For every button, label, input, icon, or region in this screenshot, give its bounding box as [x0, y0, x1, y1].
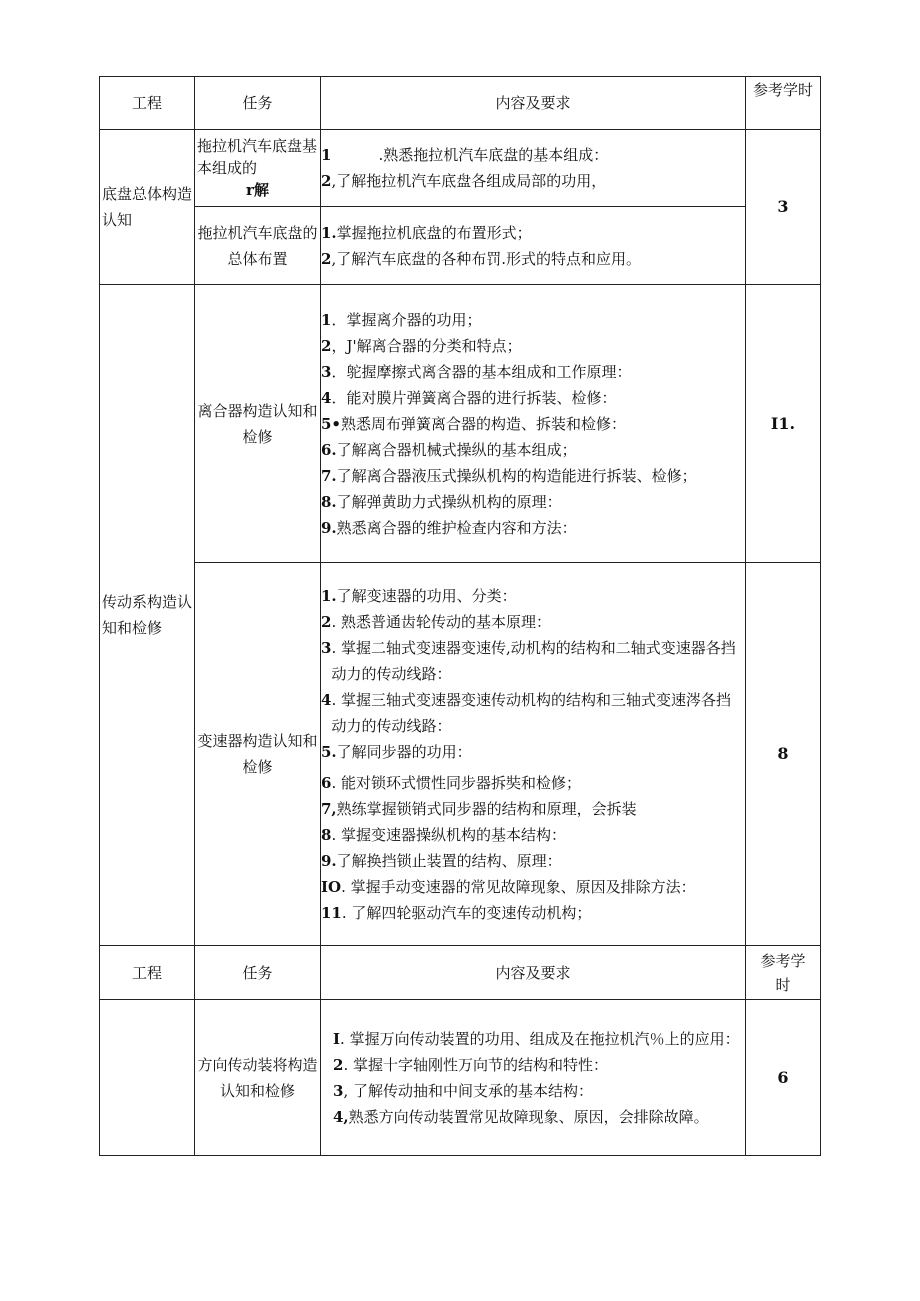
list-item — [333, 1052, 745, 1078]
item-text: . 掌握三轴式变速器变速传动机构的结构和三轴式变速涔各挡动力的传动线路： — [331, 690, 731, 735]
item-num: 6. — [321, 440, 337, 459]
list-item — [321, 687, 745, 739]
list-item — [321, 848, 745, 874]
item-num: 5. — [321, 742, 337, 761]
item-text: , 了解传动抽和中间支承的基本结构： — [343, 1081, 593, 1100]
item-text: 了解离合器机械式操纵的基本组成； — [336, 440, 577, 459]
list-item — [321, 220, 745, 246]
item-num: 4 — [321, 388, 332, 407]
item-text: ,了解汽车底盘的各种布罚.形式的特点和应用。 — [331, 249, 641, 268]
project-cell — [100, 1000, 195, 1156]
list-item — [333, 1078, 745, 1104]
header-row — [100, 77, 821, 130]
table-row — [100, 563, 821, 946]
item-num: 2 — [321, 336, 332, 355]
list-item — [321, 635, 745, 687]
item-text: 了解同步器的功用： — [336, 742, 472, 761]
list-item — [321, 796, 745, 822]
content-cell — [321, 1000, 746, 1156]
header-hours: 参考学时 — [746, 77, 821, 130]
list-item — [321, 307, 745, 333]
item-num: 3 — [321, 362, 332, 381]
item-num: 2 — [321, 249, 332, 268]
list-item — [321, 463, 745, 489]
hours-cell: 8 — [746, 563, 821, 946]
content-cell — [321, 563, 746, 946]
item-text: .熟悉拖拉机汽车底盘的基本组成： — [378, 146, 609, 164]
item-text: 熟悉周布弹簧离合器的构造、拆装和检修： — [341, 414, 627, 433]
task-cell — [195, 130, 321, 207]
item-text: 了解离合器液压式操纵机构的构造能进行拆装、检修； — [336, 466, 697, 485]
task-cell: 变速器构造认知和检修 — [195, 563, 321, 946]
item-num: 8. — [321, 492, 337, 511]
list-item — [321, 583, 745, 609]
item-text: ，J'解离合器的分类和特点； — [331, 336, 522, 355]
list-item — [321, 385, 745, 411]
list-item — [321, 900, 745, 926]
list-item — [321, 142, 745, 168]
project-cell: 传动系构造认知和检修 — [100, 285, 195, 946]
hours-cell: I1. — [746, 285, 821, 563]
item-num: 5• — [321, 414, 342, 433]
item-text: . 掌握万向传动装置的功用、组成及在拖拉机汽％上的应用： — [340, 1029, 740, 1048]
list-item — [321, 515, 745, 541]
list-item — [321, 739, 745, 765]
item-num: 1. — [321, 223, 337, 242]
item-text: 了解变速器的功用、分类： — [336, 586, 517, 605]
item-num: 6 — [321, 773, 332, 792]
task-cell: 离合器构造认知和检修 — [195, 285, 321, 563]
project-cell: 底盘总体构造认知 — [100, 130, 195, 285]
item-text: . 能对锁环式惯性同步器拆奘和检修； — [331, 773, 581, 792]
item-text: 掌握拖拉机底盘的布置形式； — [336, 223, 532, 242]
item-text: 了解换挡锁止装置的结构、原理： — [336, 851, 562, 870]
list-item — [333, 1104, 745, 1130]
list-item — [321, 874, 745, 900]
item-num: 7. — [321, 466, 337, 485]
content-cell — [321, 207, 746, 285]
item-num: 8 — [321, 825, 332, 844]
item-num: 2 — [321, 172, 332, 190]
table-row — [100, 207, 821, 285]
item-num: 3 — [333, 1081, 344, 1100]
item-num: 4 — [321, 690, 332, 709]
list-item — [321, 411, 745, 437]
item-text: . 掌握变速器操纵机构的基本结构： — [331, 825, 566, 844]
curriculum-table — [99, 76, 821, 1156]
item-text: 熟练掌握锁销式同步器的结构和原理，会拆装 — [336, 799, 637, 818]
item-num: I — [333, 1029, 341, 1048]
list-item — [321, 359, 745, 385]
item-num: 1 — [321, 146, 379, 164]
item-text: ．能对膜片弹簧离合器的进行拆装、检修： — [331, 388, 617, 407]
item-text: . 掌握手动变速器的常见故障现象、原因及排除方法： — [341, 877, 696, 896]
item-num: 3 — [321, 638, 332, 657]
item-num: 7, — [321, 799, 337, 818]
header-project: 工程 — [100, 77, 195, 130]
content-cell — [321, 285, 746, 563]
item-text: ．鸵握摩擦式离含器的基本组成和工作原理： — [331, 362, 632, 381]
table-row — [100, 285, 821, 563]
list-item — [333, 1026, 745, 1052]
item-text: 熟悉离合器的维护检查内容和方法： — [336, 518, 577, 537]
item-text: . 掌握十字轴刚性万向节的结构和特性： — [343, 1055, 608, 1074]
list-item — [321, 246, 745, 272]
item-text: ,了解拖拉机汽车底盘各组成局部的功用， — [331, 172, 607, 190]
header-content: 内容及要求 — [321, 946, 746, 1000]
item-text: . 掌握二轴式变速器变速传,动机构的结构和二轴式变速器各挡动力的传动线路： — [331, 638, 736, 683]
item-num: 2 — [321, 612, 332, 631]
list-item — [321, 168, 745, 194]
header-row — [100, 946, 821, 1000]
hours-cell: 3 — [746, 130, 821, 285]
item-text: 熟悉方向传动装置常见故障现象、原因，会排除故障。 — [348, 1107, 709, 1126]
item-num: 9. — [321, 851, 337, 870]
header-project: 工程 — [100, 946, 195, 1000]
header-hours: 参考学时 — [746, 946, 821, 1000]
task-title-cont: r解 — [246, 181, 269, 199]
list-item — [321, 437, 745, 463]
list-item — [321, 770, 745, 796]
table-row — [100, 1000, 821, 1156]
header-task: 任务 — [195, 77, 321, 130]
list-item — [321, 609, 745, 635]
item-text: . 熟悉普通齿轮传动的基本原理： — [331, 612, 551, 631]
task-cell: 方向传动装将构造认知和检修 — [195, 1000, 321, 1156]
header-content: 内容及要求 — [321, 77, 746, 130]
task-title: 拖拉机汽车底盘基本组成的 — [197, 137, 318, 177]
item-num: 1 — [321, 310, 332, 329]
task-cell: 拖拉机汽车底盘的总体布置 — [195, 207, 321, 285]
list-item — [321, 489, 745, 515]
content-cell — [321, 130, 746, 207]
list-item — [321, 333, 745, 359]
item-text: ．掌握离介器的功用； — [331, 310, 482, 329]
item-num: 11 — [321, 903, 342, 922]
item-text: . 了解四轮驱动汽车的变速传动机构； — [341, 903, 592, 922]
item-num: 1. — [321, 586, 337, 605]
item-num: IO — [321, 877, 342, 896]
table-row — [100, 130, 821, 207]
list-item — [321, 822, 745, 848]
item-num: 9. — [321, 518, 337, 537]
item-num: 2 — [333, 1055, 344, 1074]
header-task: 任务 — [195, 946, 321, 1000]
hours-cell: 6 — [746, 1000, 821, 1156]
item-text: 了解弹黄助力式操纵机构的原理： — [336, 492, 562, 511]
item-num: 4, — [333, 1107, 349, 1126]
